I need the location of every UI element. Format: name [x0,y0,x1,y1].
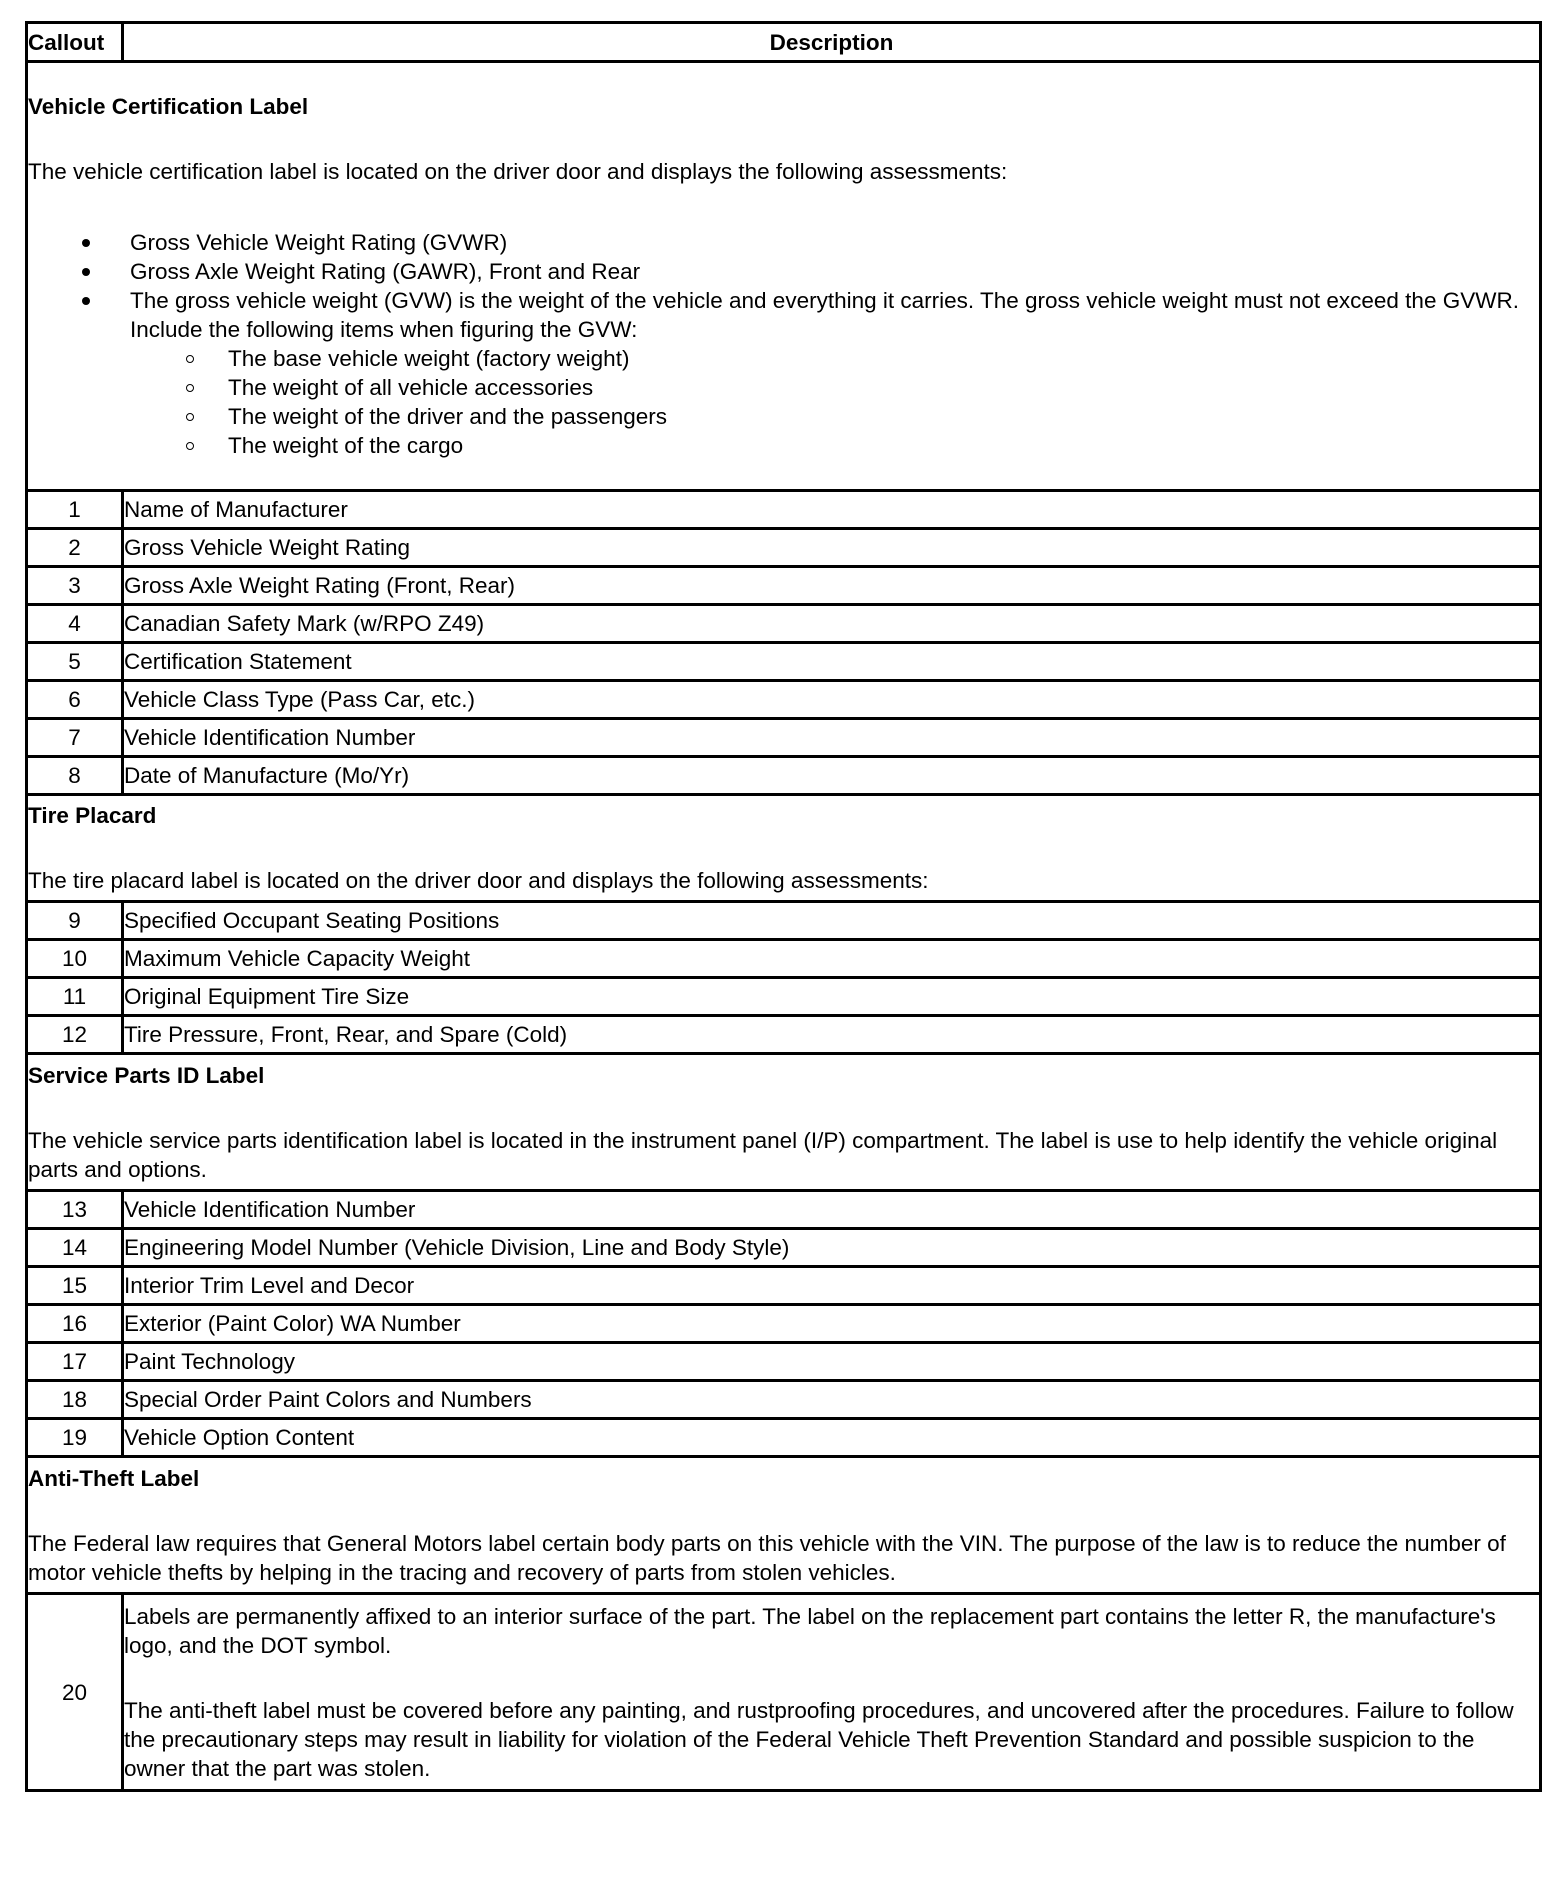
callout-number: 20 [27,1594,123,1791]
table-row [27,491,1541,529]
table-row [27,719,1541,757]
callout-number: 6 [27,681,123,719]
section-title: Tire Placard [28,803,157,828]
callout-number: 14 [27,1229,123,1267]
callout-number: 8 [27,757,123,795]
sub-list-item: The weight of the driver and the passengers [28,402,1539,431]
table-row [27,940,1541,978]
callout-description: Paint Technology [123,1343,1541,1381]
callout-number: 17 [27,1343,123,1381]
table-row [27,1343,1541,1381]
callout-number: 7 [27,719,123,757]
callout-number: 13 [27,1191,123,1229]
callout-description: Maximum Vehicle Capacity Weight [123,940,1541,978]
table-row [27,1381,1541,1419]
table-row [27,605,1541,643]
section-intro: The vehicle service parts identification label is located in the instrument panel (I/P) compartment. The label is use to help identify the vehicle original parts and options. [28,1127,1498,1182]
table-row [27,902,1541,940]
table-row [27,681,1541,719]
description-column-header: Description [123,23,1541,62]
section-title: Anti-Theft Label [28,1465,200,1491]
table-row [27,757,1541,795]
callout-description: Gross Axle Weight Rating (Front, Rear) [123,567,1541,605]
section-title: Vehicle Certification Label [28,94,309,119]
description-paragraph: Labels are permanently affixed to an interior surface of the part. The label on the replacement part contains the letter R, the manufacture's logo, and the DOT symbol. [124,1603,1496,1658]
sub-list-item: The weight of the cargo [28,431,1539,460]
callout-description: Vehicle Option Content [123,1419,1541,1457]
section-service-parts-id-label [27,1054,1541,1191]
callout-number: 5 [27,643,123,681]
callout-number: 16 [27,1305,123,1343]
callout-description: Engineering Model Number (Vehicle Division, Line and Body Style) [123,1229,1541,1267]
callout-number: 10 [27,940,123,978]
table-header-row [27,23,1541,62]
callout-description: Vehicle Class Type (Pass Car, etc.) [123,681,1541,719]
table-row [27,1016,1541,1054]
table-row [27,978,1541,1016]
table-row [27,1305,1541,1343]
callout-number: 9 [27,902,123,940]
callout-description: Interior Trim Level and Decor [123,1267,1541,1305]
section-vehicle-certification-label [27,62,1541,491]
table-row [27,1229,1541,1267]
callout-number: 2 [27,529,123,567]
callout-column-header: Callout [27,23,123,62]
callout-number: 1 [27,491,123,529]
callout-description: Vehicle Identification Number [123,1191,1541,1229]
callout-number: 15 [27,1267,123,1305]
callout-description: Original Equipment Tire Size [123,978,1541,1016]
callout-description: Tire Pressure, Front, Rear, and Spare (Cold) [123,1016,1541,1054]
table-row [27,529,1541,567]
table-row [27,643,1541,681]
callout-description: Gross Vehicle Weight Rating [123,529,1541,567]
callout-number: 3 [27,567,123,605]
table-row [27,567,1541,605]
callout-number: 12 [27,1016,123,1054]
callout-description [123,1594,1541,1791]
section-title: Service Parts ID Label [28,1062,265,1088]
list-item [28,286,1539,460]
sub-bullet-list [130,344,1539,460]
sub-list-item: The weight of all vehicle accessories [28,373,1539,402]
callout-description: Canadian Safety Mark (w/RPO Z49) [123,605,1541,643]
callout-description: Date of Manufacture (Mo/Yr) [123,757,1541,795]
callout-description: Special Order Paint Colors and Numbers [123,1381,1541,1419]
callout-description: Specified Occupant Seating Positions [123,902,1541,940]
callout-number: 11 [27,978,123,1016]
callout-number: 19 [27,1419,123,1457]
section-intro: The Federal law requires that General Motors label certain body parts on this vehicle with the VIN. The purpose of the law is to reduce the number of motor vehicle thefts by helping in the tracing and recovery of parts from stolen vehicles. [28,1530,1506,1585]
list-item: Gross Axle Weight Rating (GAWR), Front and Rear [28,257,1539,286]
callout-description: Vehicle Identification Number [123,719,1541,757]
bullet-list [28,228,1539,460]
table-row [27,1267,1541,1305]
callout-description: Name of Manufacturer [123,491,1541,529]
sub-list-item: The base vehicle weight (factory weight) [28,344,1539,373]
callout-number: 4 [27,605,123,643]
list-item-text: The gross vehicle weight (GVW) is the weight of the vehicle and everything it carries. The gross vehicle weight must not exceed the GVWR. Include the following items when figuring the GVW: [130,288,1519,342]
table-row [27,1191,1541,1229]
section-intro: The tire placard label is located on the driver door and displays the following assessments: [28,868,929,893]
callout-number: 18 [27,1381,123,1419]
section-intro: The vehicle certification label is located on the driver door and displays the following assessments: [28,159,1008,184]
table-row [27,1594,1541,1791]
table-row [27,1419,1541,1457]
callout-table [25,21,1542,1792]
callout-description: Exterior (Paint Color) WA Number [123,1305,1541,1343]
list-item: Gross Vehicle Weight Rating (GVWR) [28,228,1539,257]
description-paragraph: The anti-theft label must be covered before any painting, and rustproofing procedures, and uncovered after the procedures. Failure to follow the precautionary steps may result in liability for violation of the Federal Vehicle Theft Prevention Standard and possible suspicion to the owner that the part was stolen. [124,1697,1514,1781]
section-anti-theft-label [27,1457,1541,1594]
callout-description: Certification Statement [123,643,1541,681]
section-tire-placard [27,795,1541,902]
